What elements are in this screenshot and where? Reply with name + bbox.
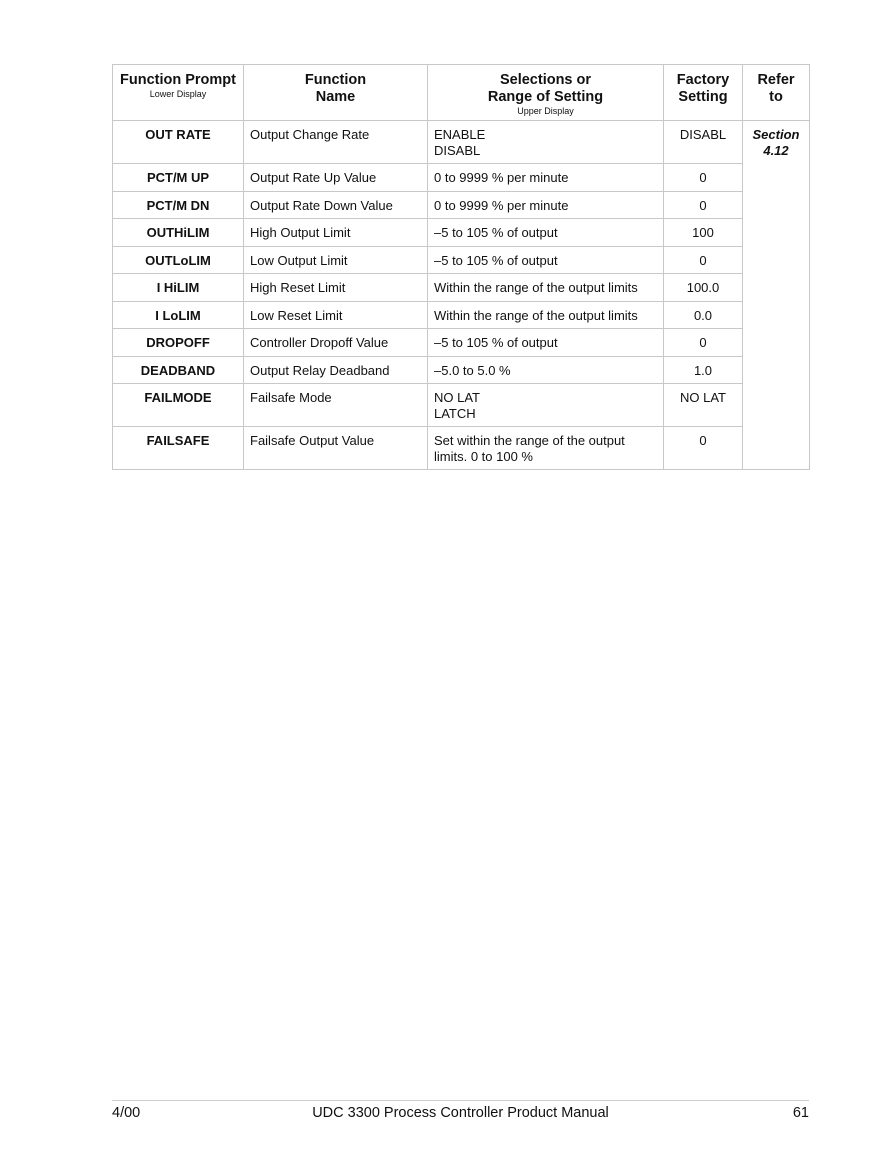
table-row — [113, 219, 810, 247]
header-factory-line2: Setting — [678, 89, 728, 105]
header-function-prompt-label: Function Prompt — [120, 72, 236, 88]
table-row — [113, 384, 810, 427]
row-selection: –5 to 105 % of output — [428, 219, 664, 247]
row-factory: 0 — [664, 427, 743, 470]
table-row — [113, 246, 810, 274]
row-factory: 0 — [664, 191, 743, 219]
row-prompt: OUTLoLIM — [113, 246, 244, 274]
header-selections — [428, 65, 664, 121]
footer-date: 4/00 — [112, 1105, 141, 1121]
row-selection: –5 to 105 % of output — [428, 329, 664, 357]
row-name: High Reset Limit — [244, 274, 428, 302]
table-row — [113, 301, 810, 329]
row-prompt: OUTHiLIM — [113, 219, 244, 247]
row-factory: 0 — [664, 164, 743, 192]
table-row — [113, 191, 810, 219]
row-name: Failsafe Output Value — [244, 427, 428, 470]
row-name: High Output Limit — [244, 219, 428, 247]
row-name: Output Relay Deadband — [244, 356, 428, 384]
row-factory: 100.0 — [664, 274, 743, 302]
row-prompt: FAILSAFE — [113, 427, 244, 470]
header-factory-line1: Factory — [676, 72, 730, 88]
row-name: Controller Dropoff Value — [244, 329, 428, 357]
header-function-name-line1: Function — [304, 72, 367, 88]
function-table — [112, 64, 810, 470]
row-name: Output Rate Up Value — [244, 164, 428, 192]
header-function-name-line2: Name — [315, 89, 356, 105]
header-function-prompt — [113, 65, 244, 121]
header-selections-line2: Range of Setting — [487, 89, 604, 105]
footer-title: UDC 3300 Process Controller Product Manual — [312, 1105, 609, 1121]
row-prompt: OUT RATE — [113, 121, 244, 164]
row-selection — [428, 384, 664, 427]
row-factory: DISABL — [664, 121, 743, 164]
table-row — [113, 356, 810, 384]
row-selection: 0 to 9999 % per minute — [428, 191, 664, 219]
table-row — [113, 427, 810, 470]
table-header-row — [113, 65, 810, 121]
row-name: Output Rate Down Value — [244, 191, 428, 219]
header-function-name — [244, 65, 428, 121]
row-selection-line1: ENABLE — [434, 127, 486, 142]
table-row — [113, 274, 810, 302]
row-factory: 0 — [664, 329, 743, 357]
row-selection-line2: DISABL — [434, 142, 481, 158]
header-refer-line1: Refer — [757, 72, 795, 88]
footer-page-number: 61 — [792, 1105, 809, 1121]
row-prompt: DROPOFF — [113, 329, 244, 357]
row-prompt: PCT/M UP — [113, 164, 244, 192]
row-factory: NO LAT — [664, 384, 743, 427]
row-selection-line2: limits. 0 to 100 % — [434, 448, 533, 464]
row-name: Low Output Limit — [244, 246, 428, 274]
header-factory-setting — [664, 65, 743, 121]
row-prompt: DEADBAND — [113, 356, 244, 384]
row-factory: 100 — [664, 219, 743, 247]
row-factory: 0.0 — [664, 301, 743, 329]
refer-section-line1: Section — [752, 127, 800, 142]
row-selection — [428, 427, 664, 470]
header-refer-to — [743, 65, 810, 121]
row-selection: 0 to 9999 % per minute — [428, 164, 664, 192]
refer-section-line2: 4.12 — [763, 142, 789, 158]
row-selection: Within the range of the output limits — [428, 301, 664, 329]
row-factory: 0 — [664, 246, 743, 274]
row-factory: 1.0 — [664, 356, 743, 384]
row-name: Low Reset Limit — [244, 301, 428, 329]
header-selections-line1: Selections or — [499, 72, 592, 88]
footer-divider — [112, 1100, 809, 1101]
row-selection: –5.0 to 5.0 % — [428, 356, 664, 384]
header-selections-sub: Upper Display — [517, 106, 574, 116]
table-row — [113, 329, 810, 357]
header-function-prompt-sub: Lower Display — [149, 89, 207, 99]
row-selection: –5 to 105 % of output — [428, 246, 664, 274]
row-prompt: I HiLIM — [113, 274, 244, 302]
table-row — [113, 121, 810, 164]
refer-section-cell — [743, 121, 810, 470]
row-name: Failsafe Mode — [244, 384, 428, 427]
row-name: Output Change Rate — [244, 121, 428, 164]
row-prompt: I LoLIM — [113, 301, 244, 329]
table-row — [113, 164, 810, 192]
row-selection-line1: Set within the range of the output — [434, 433, 625, 448]
function-table-container — [112, 64, 809, 470]
row-prompt: PCT/M DN — [113, 191, 244, 219]
header-refer-line2: to — [769, 89, 783, 105]
row-prompt: FAILMODE — [113, 384, 244, 427]
row-selection — [428, 121, 664, 164]
row-selection-line1: NO LAT — [434, 390, 480, 405]
page-footer — [112, 1104, 809, 1124]
row-selection: Within the range of the output limits — [428, 274, 664, 302]
row-selection-line2: LATCH — [434, 405, 476, 421]
